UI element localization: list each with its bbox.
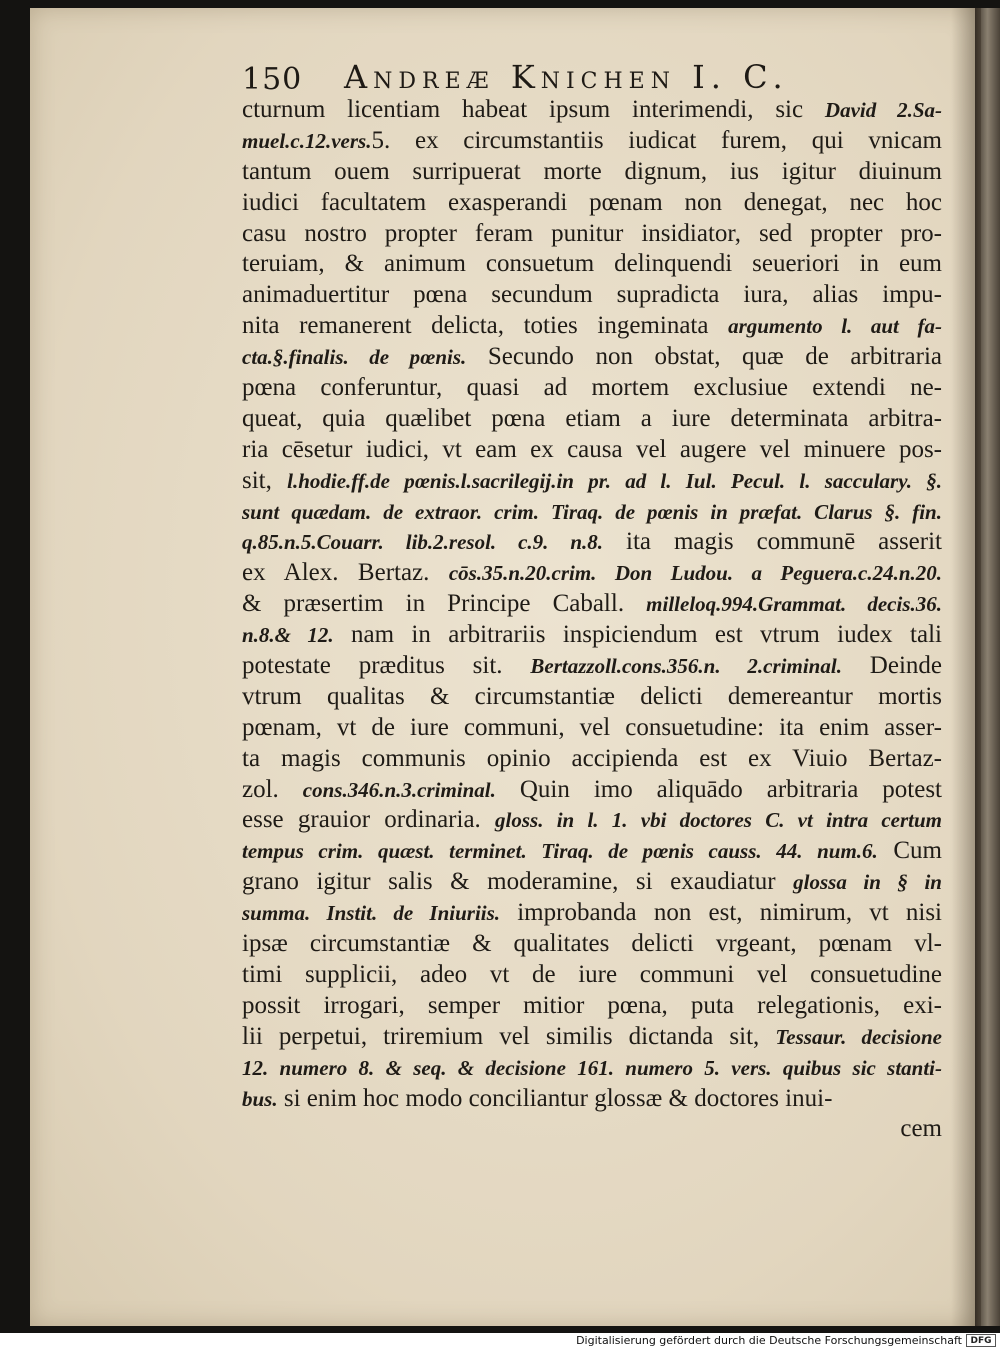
- text-line: [242, 280, 942, 311]
- text-line: [242, 311, 942, 342]
- italic-citation: q.85.n.5.Couarr. lib.2.resol. c.9. n.8.: [242, 530, 604, 555]
- page-number: 150: [242, 62, 303, 97]
- text-line: [242, 249, 942, 280]
- italic-citation: cōs.35.n.20.crim. Don Ludou. a Peguera.c.24.n.20.: [448, 561, 942, 586]
- roman-text: ita magis communē asserit: [603, 528, 942, 556]
- roman-text: sit,: [242, 466, 288, 494]
- roman-text: grano igitur salis & moderamine, si exaudiatur: [242, 868, 794, 896]
- roman-text: 5. ex circumstantiis iudicat furem, qui vnicam: [371, 126, 942, 154]
- italic-citation: Bertazzoll.cons.356.n. 2.criminal.: [530, 654, 842, 679]
- text-line: [242, 682, 942, 713]
- italic-citation: n.8.& 12.: [242, 623, 334, 648]
- text-line: [242, 713, 942, 744]
- italic-citation: bus.: [242, 1086, 278, 1111]
- text-line: [242, 157, 942, 188]
- roman-text: potestate præditus sit.: [242, 652, 531, 680]
- italic-citation: milleloq.994.Grammat. decis.36.: [646, 592, 942, 617]
- roman-text: pœnam, vt de iure communi, vel consuetudine: ita enim asser-: [242, 713, 942, 741]
- roman-text: Secundo non obstat, quæ de arbitraria: [466, 343, 942, 371]
- text-line: [242, 219, 942, 250]
- roman-text: teruiam, & animum consuetum delinquendi seueriori in eum: [242, 250, 942, 278]
- italic-citation: cta.§.finalis. de pœnis.: [242, 345, 467, 370]
- roman-text: possit irrogari, semper mitior pœna, puta relegationis, exi-: [242, 991, 942, 1019]
- dfg-logo: DFG: [966, 1334, 996, 1347]
- roman-text: Cum: [877, 837, 942, 865]
- text-line: [242, 404, 942, 435]
- roman-text: animaduertitur pœna secundum supradicta iura, alias impu-: [242, 281, 942, 309]
- digitization-footer: [0, 1333, 1000, 1349]
- text-line: [242, 775, 942, 806]
- roman-text: ex Alex. Bertaz.: [242, 559, 449, 587]
- text-line: [242, 342, 942, 373]
- roman-text: & præsertim in Principe Caball.: [242, 590, 647, 618]
- italic-citation: muel.c.12.vers.: [242, 128, 372, 153]
- roman-text: tantum ouem surripuerat morte dignum, ius igitur diuinum: [242, 157, 942, 185]
- text-line: [242, 836, 942, 867]
- text-line: [242, 1022, 942, 1053]
- roman-text: iudici facultatem exasperandi pœnam non denegat, nec hoc: [242, 188, 942, 216]
- page-gutter-shadow: [951, 8, 981, 1326]
- text-line: [242, 651, 942, 682]
- roman-text: lii perpetui, triremium vel similis dictanda sit,: [242, 1022, 776, 1050]
- roman-text: Deinde: [841, 652, 942, 680]
- text-line: [242, 1053, 942, 1084]
- text-line: [242, 744, 942, 775]
- text-line: [242, 991, 942, 1022]
- text-line: [242, 95, 942, 126]
- text-line: [242, 805, 942, 836]
- roman-text: cem: [900, 1115, 942, 1143]
- roman-text: ria cēsetur iudici, vt eam ex causa vel augere vel minuere pos-: [242, 435, 942, 463]
- text-line: [242, 373, 942, 404]
- running-header: [212, 52, 952, 97]
- italic-citation: David 2.Sa-: [824, 98, 942, 122]
- text-line: [242, 527, 942, 558]
- roman-text: vtrum qualitas & circumstantiæ delicti demereantur mortis: [242, 682, 942, 710]
- roman-text: timi supplicii, adeo vt de iure communi vel consuetudine: [242, 960, 942, 988]
- roman-text: ipsæ circumstantiæ & qualitates delicti vrgeant, pœnam vl-: [242, 930, 942, 958]
- roman-text: queat, quia quælibet pœna etiam a iure determinata arbitra-: [242, 404, 942, 432]
- roman-text: si enim hoc modo conciliantur glossæ & doctores inui-: [277, 1084, 833, 1112]
- italic-citation: Tessaur. decisione: [775, 1024, 942, 1049]
- text-line: [242, 589, 942, 620]
- italic-citation: glossa in § in: [793, 870, 942, 895]
- text-line: [242, 1084, 942, 1115]
- roman-text: nita remanerent delicta, toties ingeminata: [242, 312, 729, 340]
- text-line: [242, 435, 942, 466]
- text-line: [242, 497, 942, 528]
- roman-text: esse grauior ordinaria.: [242, 806, 496, 834]
- body-text: [242, 95, 942, 1145]
- text-line: [242, 620, 942, 651]
- italic-citation: 12. numero 8. & seq. & decisione 161. numero 5. vers. quibus sic stanti-: [242, 1055, 942, 1080]
- text-line: [242, 960, 942, 991]
- italic-citation: tempus crim. quæst. terminet. Tiraq. de pœnis causs. 44. num.6.: [242, 839, 878, 864]
- text-line: [242, 466, 942, 497]
- roman-text: Quin imo aliquādo arbitraria potest: [495, 775, 942, 803]
- italic-citation: l.hodie.ff.de pœnis.l.sacrilegij.in pr. ad l. Iul. Pecul. l. sacculary. §.: [287, 468, 942, 493]
- text-line: [242, 929, 942, 960]
- catchword: [242, 1114, 942, 1145]
- roman-text: nam in arbitrariis inspiciendum est vtrum iudex tali: [333, 621, 942, 649]
- italic-citation: sunt quædam. de extraor. crim. Tiraq. de pœnis in præfat. Clarus §. fin.: [242, 499, 942, 524]
- text-line: [242, 188, 942, 219]
- running-title: Andreæ Knichen I. C.: [344, 58, 789, 96]
- funding-credit: Digitalisierung gefördert durch die Deutsche Forschungsgemeinschaft: [576, 1334, 962, 1347]
- roman-text: casu nostro propter feram punitur insidiator, sed propter pro-: [242, 219, 942, 247]
- text-line: [242, 898, 942, 929]
- italic-citation: argumento l. aut fa-: [728, 314, 942, 339]
- roman-text: improbanda non est, nimirum, vt nisi: [500, 899, 942, 927]
- roman-text: zol.: [242, 775, 303, 803]
- roman-text: ta magis communis opinio accipienda est ex Viuio Bertaz-: [242, 744, 942, 772]
- italic-citation: summa. Instit. de Iniuriis.: [242, 901, 501, 926]
- roman-text: cturnum licentiam habeat ipsum interimendi, sic: [242, 96, 825, 123]
- italic-citation: cons.346.n.3.criminal.: [302, 777, 496, 802]
- text-line: [242, 867, 942, 898]
- text-line: [242, 126, 942, 157]
- italic-citation: gloss. in l. 1. vbi doctores C. vt intra certum: [495, 808, 942, 833]
- text-line: [242, 558, 942, 589]
- roman-text: pœna conferuntur, quasi ad mortem exclusiue extendi ne-: [242, 374, 942, 402]
